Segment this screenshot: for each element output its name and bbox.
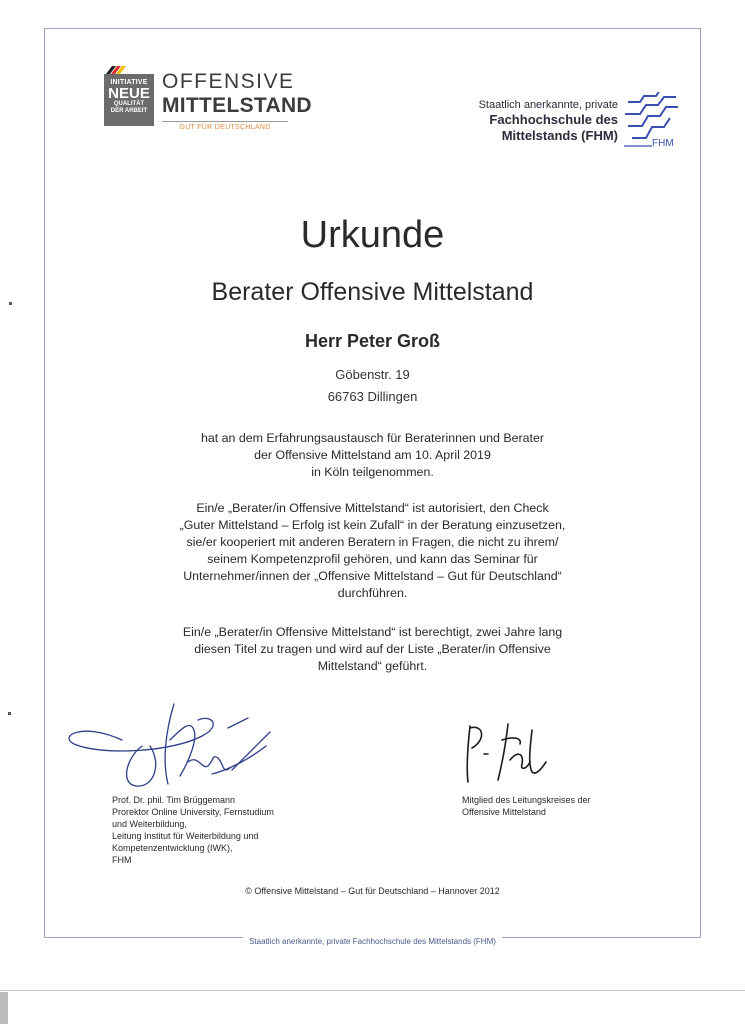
certificate-subtitle: Berater Offensive Mittelstand bbox=[211, 278, 534, 306]
title-rights-paragraph bbox=[44, 624, 701, 675]
badge-line: INITIATIVE bbox=[110, 79, 148, 86]
recipient-name: Herr Peter Groß bbox=[304, 331, 441, 351]
badge-line: NEUE bbox=[108, 85, 150, 102]
signatory-line: und Weiterbildung, bbox=[112, 819, 187, 829]
logo-tagline: GUT FÜR DEUTSCHLAND bbox=[179, 124, 271, 131]
paragraph-line: sie/er kooperiert mit anderen Beratern in Fragen, die nicht zu ihrem/ bbox=[186, 535, 559, 549]
signatory-line: Kompetenzentwicklung (IWK), bbox=[112, 843, 233, 853]
copyright-line: © Offensive Mittelstand – Gut für Deutschland – Hannover 2012 bbox=[245, 886, 500, 896]
paragraph-line: der Offensive Mittelstand am 10. April 2019 bbox=[254, 448, 491, 462]
scan-speck bbox=[8, 712, 11, 715]
footer-label bbox=[44, 931, 701, 949]
scan-speck bbox=[9, 302, 12, 305]
authorization-paragraph bbox=[44, 500, 701, 602]
logo-word-mittelstand: MITTELSTAND bbox=[162, 94, 312, 117]
signatory-left bbox=[112, 794, 274, 866]
logo-divider bbox=[162, 121, 288, 122]
signatory-line: FHM bbox=[112, 855, 132, 865]
signatory-right bbox=[462, 794, 591, 818]
paragraph-line: „Guter Mittelstand – Erfolg ist kein Zufall“ in der Beratung einzusetzen, bbox=[179, 518, 566, 532]
signatory-line: Leitung Institut für Weiterbildung und bbox=[112, 831, 259, 841]
offensive-mittelstand-logo bbox=[104, 66, 312, 136]
signatory-line: Prof. Dr. phil. Tim Brüggemann bbox=[112, 795, 236, 805]
paragraph-line: Mittelstand“ geführt. bbox=[317, 659, 428, 673]
signatory-line: Mitglied des Leitungskreises der bbox=[462, 795, 591, 805]
paragraph-line: Unternehmer/innen der „Offensive Mittelstand – Gut für Deutschland“ bbox=[183, 569, 562, 583]
paragraph-line: diesen Titel zu tragen und wird auf der Liste „Berater/in Offensive bbox=[194, 642, 551, 656]
signatory-line: Offensive Mittelstand bbox=[462, 807, 546, 817]
scan-edge-line bbox=[0, 990, 745, 991]
certificate-title: Urkunde bbox=[300, 214, 445, 256]
signature-left-icon bbox=[62, 700, 282, 794]
signature-right-icon bbox=[462, 720, 562, 786]
recipient-city: 66763 Dillingen bbox=[327, 389, 418, 404]
fhm-line: Fachhochschule des bbox=[489, 112, 618, 127]
footer-text: Staatlich anerkannte, private Fachhochschule des Mittelstands (FHM) bbox=[243, 937, 502, 946]
paragraph-line: durchführen. bbox=[337, 586, 408, 600]
paragraph-line: seinem Kompetenzprofil gehören, und kann das Seminar für bbox=[207, 552, 538, 566]
badge-line: QUALITÄT bbox=[113, 101, 145, 107]
badge-line: DER ARBEIT bbox=[110, 108, 148, 114]
logo-word-offensive: OFFENSIVE bbox=[162, 70, 295, 93]
fhm-logo-mark-icon bbox=[622, 92, 680, 152]
paragraph-line: Ein/e „Berater/in Offensive Mittelstand“ ist autorisiert, den Check bbox=[196, 501, 549, 515]
recipient-street: Göbenstr. 19 bbox=[335, 367, 410, 382]
paragraph-line: in Köln teilgenommen. bbox=[311, 465, 434, 479]
initiative-badge bbox=[104, 74, 154, 126]
paragraph-line: Ein/e „Berater/in Offensive Mittelstand“ ist berechtigt, zwei Jahre lang bbox=[182, 625, 563, 639]
participation-paragraph bbox=[44, 430, 701, 481]
signatory-line: Prorektor Online University, Fernstudium bbox=[112, 807, 274, 817]
fhm-line: Mittelstands (FHM) bbox=[501, 128, 618, 143]
fhm-line: Staatlich anerkannte, private bbox=[478, 99, 618, 111]
scan-edge-shadow bbox=[0, 992, 8, 1024]
paragraph-line: hat an dem Erfahrungsaustausch für Beraterinnen und Berater bbox=[200, 431, 545, 445]
fhm-mark-label: FHM bbox=[652, 138, 674, 149]
flag-stripes-icon bbox=[106, 66, 126, 74]
fhm-logo-text bbox=[452, 98, 618, 144]
